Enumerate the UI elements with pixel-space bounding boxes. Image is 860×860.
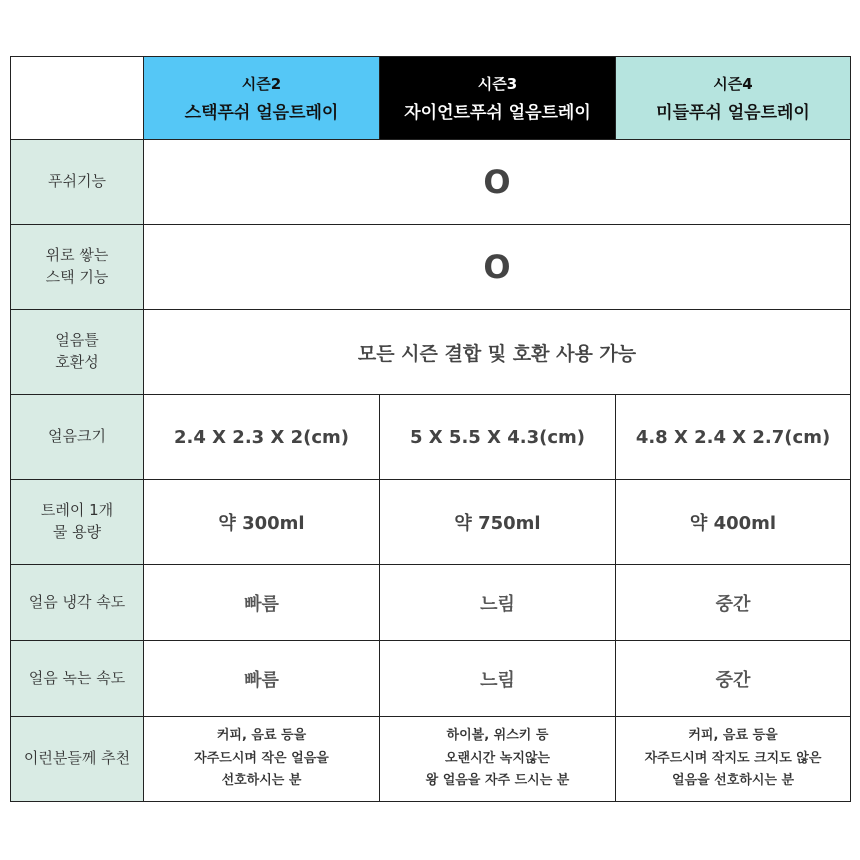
row-recommendation (11, 717, 851, 802)
melting-season4: 중간 (616, 641, 851, 717)
header-season3 (380, 57, 616, 140)
row-label-push: 푸쉬기능 (11, 140, 144, 225)
row-water-volume (11, 480, 851, 565)
recommend-season3: 하이볼, 위스키 등 오랜시간 녹지않는 왕 얼음을 자주 드시는 분 (380, 717, 616, 802)
size-season3: 5 X 5.5 X 4.3(cm) (380, 395, 616, 480)
row-label-cooling: 얼음 냉각 속도 (11, 565, 144, 641)
push-value: O (483, 163, 511, 201)
size-season4: 4.8 X 2.4 X 2.7(cm) (616, 395, 851, 480)
volume-season2: 약 300ml (144, 480, 380, 565)
cooling-season2: 빠름 (144, 565, 380, 641)
recommend-season4: 커피, 음료 등을 자주드시며 작지도 크지도 않은 얼음을 선호하시는 분 (616, 717, 851, 802)
season3-product-name: 자이언트푸쉬 얼음트레이 (404, 103, 591, 123)
cooling-season3: 느림 (380, 565, 616, 641)
season4-label: 시즌4 (713, 75, 753, 93)
corner-cell (11, 57, 144, 140)
row-label-compat: 얼음틀 호환성 (11, 310, 144, 395)
stack-value: O (483, 248, 511, 286)
row-melting-speed (11, 641, 851, 717)
header-season2 (144, 57, 380, 140)
row-push-function (11, 140, 851, 225)
stack-value-cell (144, 225, 851, 310)
row-label-volume: 트레이 1개 물 용량 (11, 480, 144, 565)
header-season4 (616, 57, 851, 140)
size-season2: 2.4 X 2.3 X 2(cm) (144, 395, 380, 480)
melting-season2: 빠름 (144, 641, 380, 717)
compat-value: 모든 시즌 결합 및 호환 사용 가능 (357, 342, 637, 365)
season2-label: 시즌2 (241, 75, 282, 93)
compat-value-cell (144, 310, 851, 395)
season2-product-name: 스택푸쉬 얼음트레이 (184, 103, 339, 123)
volume-season4: 약 400ml (616, 480, 851, 565)
row-label-stack: 위로 쌓는 스택 기능 (11, 225, 144, 310)
row-cooling-speed (11, 565, 851, 641)
comparison-table (10, 56, 851, 802)
melting-season3: 느림 (380, 641, 616, 717)
header-row (11, 57, 851, 140)
volume-season3: 약 750ml (380, 480, 616, 565)
row-compatibility (11, 310, 851, 395)
season3-label: 시즌3 (477, 75, 518, 93)
row-label-size: 얼음크기 (11, 395, 144, 480)
row-stack-function (11, 225, 851, 310)
push-value-cell (144, 140, 851, 225)
row-ice-size (11, 395, 851, 480)
season4-product-name: 미들푸쉬 얼음트레이 (656, 103, 810, 123)
row-label-recommend: 이런분들께 추천 (11, 717, 144, 802)
cooling-season4: 중간 (616, 565, 851, 641)
row-label-melting: 얼음 녹는 속도 (11, 641, 144, 717)
recommend-season2: 커피, 음료 등을 자주드시며 작은 얼음을 선호하시는 분 (144, 717, 380, 802)
